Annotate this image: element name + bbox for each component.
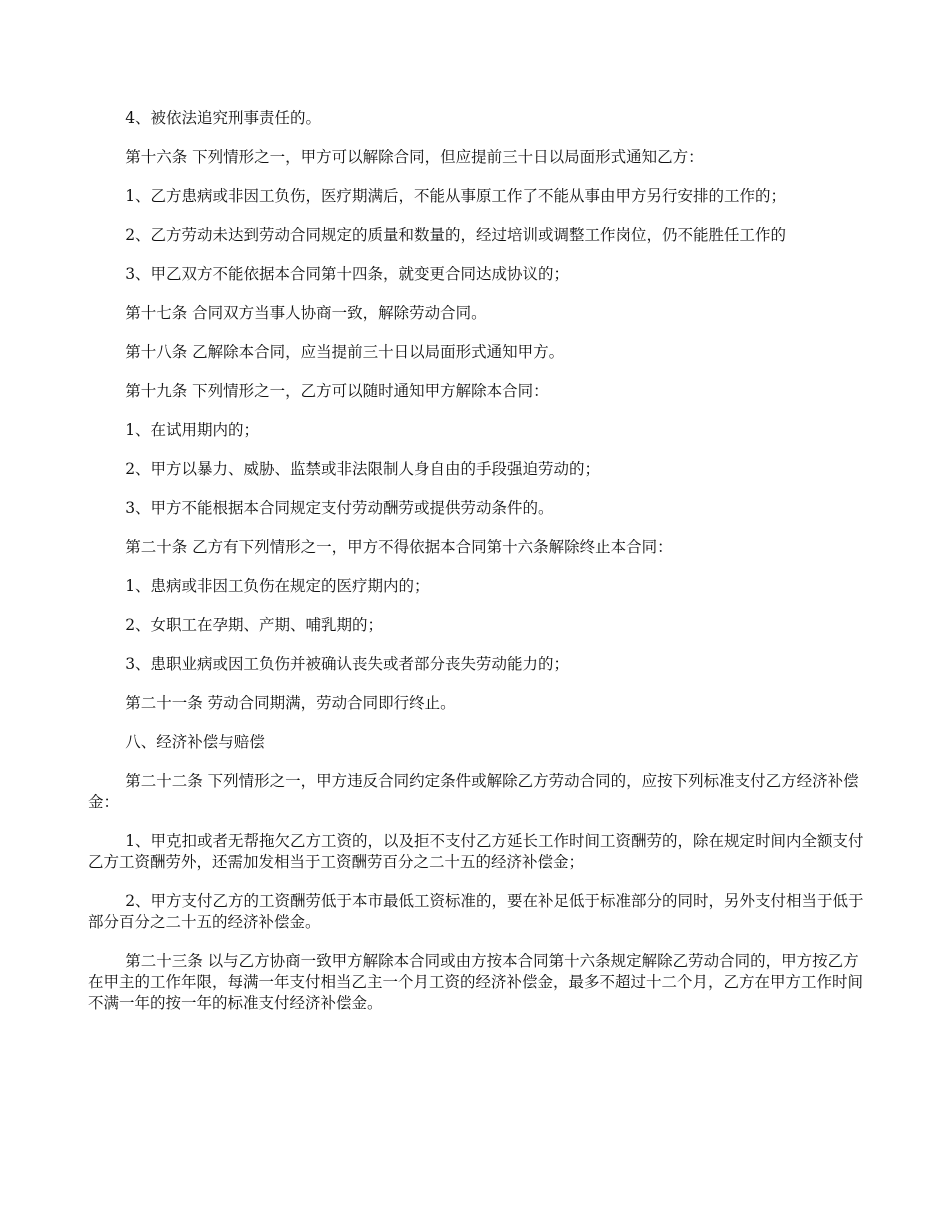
paragraph: 2、乙方劳动未达到劳动合同规定的质量和数量的，经过培训或调整工作岗位，仍不能胜任工作的 [125,226,787,244]
paragraph: 第二十三条 以与乙方协商一致甲方解除本合同或由方按本合同第十六条规定解除乙劳动合同的，甲方按乙方在甲主的工作年限，每满一年支付相当乙主一个月工资的经济补偿金，最多不超过十二个月，乙方在甲方工作时间不满一年的按一年的标准支付经济补偿金。 [88,952,864,1012]
paragraph: 第十九条 下列情形之一，乙方可以随时通知甲方解除本合同： [125,382,549,400]
paragraph: 第十八条 乙解除本合同，应当提前三十日以局面形式通知甲方。 [125,343,565,361]
paragraph: 第二十条 乙方有下列情形之一，甲方不得依据本合同第十六条解除终止本合同： [125,538,673,556]
paragraph: 第十七条 合同双方当事人协商一致，解除劳动合同。 [125,304,487,322]
paragraph: 1、乙方患病或非因工负伤，医疗期满后，不能从事原工作了不能从事由甲方另行安排的工作的； [125,187,787,205]
section-heading: 八、经济补偿与赔偿 [125,733,265,751]
paragraph: 1、甲克扣或者无帮拖欠乙方工资的，以及拒不支付乙方延长工作时间工资酬劳的，除在规定时间内全额支付乙方工资酬劳外，还需加发相当于工资酬劳百分之二十五的经济补偿金； [88,832,864,871]
paragraph: 1、在试用期内的； [125,421,260,439]
paragraph: 2、女职工在孕期、产期、哺乳期的； [125,616,384,634]
paragraph: 3、患职业病或因工负伤并被确认丧失或者部分丧失劳动能力的； [125,655,570,673]
paragraph: 1、患病或非因工负伤在规定的医疗期内的； [125,577,430,595]
paragraph: 3、甲方不能根据本合同规定支付劳动酬劳或提供劳动条件的。 [125,499,554,517]
paragraph: 2、甲方支付乙方的工资酬劳低于本市最低工资标准的，要在补足低于标准部分的同时，另外支付相当于低于部分百分之二十五的经济补偿金。 [88,892,864,931]
document-body [88,108,864,1032]
paragraph: 第二十一条 劳动合同期满，劳动合同即行终止。 [125,694,456,712]
paragraph: 3、甲乙双方不能依据本合同第十四条，就变更合同达成协议的； [125,265,570,283]
paragraph: 4、被依法追究刑事责任的。 [125,109,322,127]
paragraph: 2、甲方以暴力、威胁、监禁或非法限制人身自由的手段强迫劳动的； [125,460,601,478]
paragraph: 第二十二条 下列情形之一，甲方违反合同约定条件或解除乙方劳动合同的，应按下列标准支付乙方经济补偿金： [88,772,859,811]
paragraph: 第十六条 下列情形之一，甲方可以解除合同，但应提前三十日以局面形式通知乙方： [125,148,704,166]
